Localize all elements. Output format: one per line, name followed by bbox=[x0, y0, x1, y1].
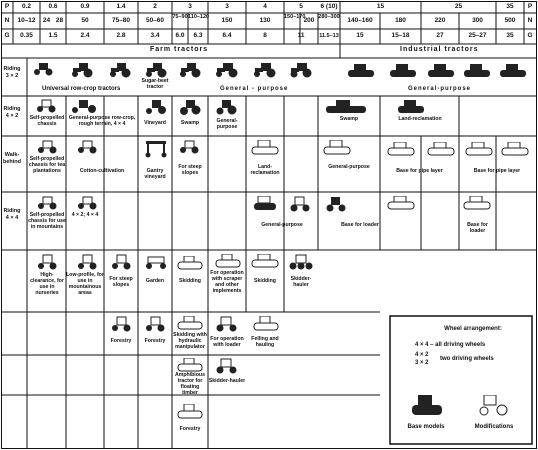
g-value: 35 bbox=[506, 32, 514, 39]
p-value: 15 bbox=[376, 3, 385, 10]
tractor-outline-icon bbox=[76, 140, 98, 154]
p-value: 3 bbox=[225, 3, 229, 10]
row-riding-4x4: Riding 4 × 4 bbox=[3, 208, 21, 221]
n-value: 500 bbox=[504, 17, 516, 24]
crawler-icon bbox=[462, 64, 492, 78]
crawler-icon bbox=[396, 100, 426, 114]
n-value: 200 bbox=[303, 17, 315, 24]
crawler-icon bbox=[498, 64, 528, 78]
g-value: 8 bbox=[263, 32, 267, 39]
four-by-four-label: 4 × 2; 4 × 4 bbox=[71, 212, 99, 218]
amphibious-icon bbox=[176, 358, 204, 372]
tractor-outline-icon bbox=[214, 358, 240, 374]
g-value: 15–18 bbox=[391, 32, 410, 39]
tractor-outline-icon bbox=[144, 256, 168, 270]
p-value: 0.9 bbox=[80, 3, 90, 10]
row-label-n: N bbox=[4, 17, 10, 24]
g-value: 25–27 bbox=[468, 32, 487, 39]
crawler-icon bbox=[426, 64, 456, 78]
crawler-outline-icon bbox=[500, 142, 530, 156]
gp-walk-label: General-purpose bbox=[328, 164, 370, 170]
n-value: 28 bbox=[55, 17, 64, 24]
legend-base-label: Base models bbox=[407, 424, 445, 430]
crawler-outline-icon bbox=[322, 140, 352, 156]
legend-base-icon bbox=[410, 395, 444, 417]
universal-header: Universal row-crop tractors bbox=[42, 86, 121, 92]
legend-title: Wheel arrangement: bbox=[444, 326, 502, 332]
crawler-outline-icon bbox=[250, 140, 280, 156]
n-value: 75–80 bbox=[111, 17, 131, 24]
tractor-icon bbox=[178, 62, 202, 78]
crawler-outline-icon bbox=[252, 316, 280, 332]
n-value: 180 bbox=[395, 17, 406, 24]
n-value: 140–160 bbox=[347, 17, 373, 24]
tractor-icon bbox=[32, 62, 54, 76]
skidding1-label: Skidding bbox=[179, 278, 201, 284]
n-value: 24 bbox=[42, 17, 51, 24]
crawler-icon bbox=[324, 100, 368, 114]
tractor-icon bbox=[252, 62, 278, 78]
tractor-outline-icon bbox=[178, 140, 200, 154]
n-value: 75–90 bbox=[172, 14, 188, 20]
tractor-outline-icon bbox=[110, 254, 132, 270]
general-purpose-industrial-header: General-purpose bbox=[408, 86, 472, 92]
skidding2-label: Skidding bbox=[254, 278, 276, 284]
crawler-outline-icon bbox=[176, 316, 204, 330]
crawler-outline-icon bbox=[176, 404, 204, 420]
tractor-icon bbox=[144, 99, 168, 115]
tractor-icon bbox=[214, 62, 240, 78]
g-value: 2.4 bbox=[80, 32, 90, 39]
crawler-icon bbox=[388, 64, 418, 78]
gp-row-crop-label: General-purpose row-crop, rough terrain, 4 × 4 bbox=[68, 115, 136, 127]
legend-line2b: 3 × 2 bbox=[415, 360, 429, 366]
swamp-label: Swamp bbox=[180, 120, 200, 126]
n-value: 130 bbox=[259, 17, 271, 24]
tractor-outline-icon bbox=[76, 196, 98, 210]
row-label-g: G bbox=[4, 32, 10, 39]
crawler-outline-icon bbox=[386, 196, 416, 210]
p-value: 0.2 bbox=[21, 3, 32, 10]
steep2-label: For steep slopes bbox=[109, 276, 133, 288]
n-value: 50–60 bbox=[145, 17, 165, 24]
gp-4x4-label: General-purpose bbox=[261, 222, 303, 228]
crawler-outline-icon bbox=[252, 196, 278, 212]
steep1-label: For steep slopes bbox=[178, 164, 202, 176]
n-value: 10–12 bbox=[17, 17, 36, 24]
legend-mod-label: Modifications bbox=[474, 424, 514, 430]
g-value: 15 bbox=[356, 32, 364, 39]
p-value: 4 bbox=[263, 3, 267, 10]
low-prof-label: Low-profile, for use in mountainous areas bbox=[66, 272, 104, 296]
skidder-hauler-label: Skidder-hauler bbox=[290, 276, 312, 288]
g-value: 2.8 bbox=[116, 32, 126, 39]
tractor-outline-icon bbox=[214, 316, 240, 332]
self-propelled-label: Self-propelled chassis bbox=[29, 115, 65, 127]
loader2-label: Base for loader bbox=[467, 222, 488, 234]
forestry1-label: Forestry bbox=[110, 338, 132, 344]
tractor-outline-icon bbox=[76, 254, 98, 270]
tractor-outline-icon bbox=[36, 196, 58, 210]
tractor-icon bbox=[70, 99, 100, 113]
crawler-outline-icon bbox=[250, 254, 280, 268]
p-value: 0.6 bbox=[48, 3, 58, 10]
n-value: 220 bbox=[434, 17, 446, 24]
row-riding-3x2: Riding 3 × 2 bbox=[3, 66, 21, 79]
land-recl2-label: Land-reclamation bbox=[250, 164, 280, 176]
vineyard-label: Vineyard bbox=[144, 120, 166, 126]
p-value: 3 bbox=[188, 3, 192, 10]
tractor-icon bbox=[108, 62, 132, 78]
crawler-outline-icon bbox=[426, 142, 456, 156]
p-value: 2 bbox=[153, 3, 157, 10]
tractor-icon bbox=[214, 99, 238, 115]
pipe1-label: Base for pipe layer bbox=[396, 168, 443, 174]
row-walk-behind: Walk-behind bbox=[2, 152, 22, 165]
high-clear-label: High-clearance, for use in nurseries bbox=[30, 272, 64, 296]
tractor-icon bbox=[324, 196, 348, 212]
p-value: 6 (10) bbox=[320, 3, 338, 10]
general-purpose-cell-label: General-purpose bbox=[216, 118, 238, 130]
gantry-label: Gantry vineyard bbox=[144, 168, 166, 180]
p-value: 25 bbox=[454, 3, 463, 10]
row-label-g-right: G bbox=[527, 32, 533, 39]
crawler-outline-icon bbox=[462, 196, 492, 210]
forestry3-label: Forestry bbox=[179, 426, 201, 432]
legend-line1: 4 × 4 – all driving wheels bbox=[415, 342, 486, 348]
g-value: 27 bbox=[436, 32, 444, 39]
crawler-outline-icon bbox=[386, 142, 416, 156]
p-value: 35 bbox=[506, 3, 514, 10]
tractor-outline-icon bbox=[35, 99, 57, 113]
farm-tractors-header: Farm tractors bbox=[150, 46, 209, 53]
land-recl-label: Land-reclamation bbox=[398, 116, 442, 122]
sp-tea-label: Self-propelled chassis for tea plantations bbox=[28, 156, 66, 174]
legend-line2a: 4 × 2 bbox=[415, 352, 429, 358]
amphibious-label: Amphibious tractor for floating timber bbox=[175, 372, 205, 396]
skidder-hauler2-label: Skidder-hauler bbox=[208, 378, 246, 384]
tractor-icon bbox=[178, 99, 202, 115]
garden-label: Garden bbox=[145, 278, 165, 284]
sp-mount-label: Self-propelled chassis for use in mountains bbox=[28, 212, 66, 230]
row-label-p-right: P bbox=[527, 3, 533, 10]
sugar-beet-label: Sugar-beet tractor bbox=[141, 78, 169, 90]
n-value: 110–120 bbox=[188, 14, 210, 20]
felling-label: Felling and hauling bbox=[251, 336, 279, 348]
g-value: 6.3 bbox=[193, 32, 203, 39]
swamp2-label: Swamp bbox=[339, 116, 359, 122]
g-value: 6.4 bbox=[222, 32, 232, 39]
cotton-label: Cotton-cultivation bbox=[79, 168, 125, 174]
n-value: 150 bbox=[221, 17, 233, 24]
g-value: 3.4 bbox=[150, 32, 160, 39]
tractor-icon bbox=[144, 62, 168, 78]
row-riding-4x2: Riding 4 × 2 bbox=[3, 106, 21, 119]
op-loader-label: For operation with loader bbox=[210, 336, 244, 348]
general-purpose-header: General - purpose bbox=[220, 86, 289, 92]
industrial-tractors-header: Industrial tractors bbox=[400, 46, 479, 53]
loader1-label: Base for loader bbox=[341, 222, 379, 228]
tractor-outline-icon bbox=[288, 196, 312, 212]
n-value: 280–300 bbox=[318, 14, 340, 20]
n-value: 300 bbox=[472, 17, 483, 24]
crawler-outline-icon bbox=[214, 254, 242, 268]
tractor-outline-icon bbox=[36, 140, 58, 154]
crawler-icon bbox=[346, 64, 376, 78]
tractor-icon bbox=[288, 62, 314, 78]
row-label-n-right: N bbox=[527, 17, 533, 24]
row-label-p: P bbox=[4, 3, 10, 10]
crawler-outline-icon bbox=[464, 142, 494, 156]
p-value: 5 bbox=[299, 3, 303, 10]
g-value: 6.0 bbox=[175, 32, 185, 39]
g-value: 11 bbox=[297, 32, 305, 39]
scraper-label: For operation with scraper and other implements bbox=[210, 270, 244, 294]
tractor-icon bbox=[70, 62, 94, 78]
tractor-outline-icon bbox=[110, 316, 132, 332]
tractor-outline-icon bbox=[288, 254, 314, 270]
g-value: 11.5–13 bbox=[319, 33, 339, 39]
g-value: 1.5 bbox=[48, 32, 58, 39]
g-value: 0.35 bbox=[20, 32, 33, 39]
legend-line2c: two driving wheels bbox=[440, 356, 494, 362]
pipe2-label: Base for pipe layer bbox=[473, 168, 521, 174]
skid-hydraulic-label: Skidding with hydraulic manipulator bbox=[173, 332, 207, 350]
n-value: 150–170 bbox=[284, 14, 306, 20]
p-value: 1.4 bbox=[116, 3, 126, 10]
gantry-icon bbox=[144, 140, 168, 158]
forestry2-label: Forestry bbox=[144, 338, 166, 344]
tractor-outline-icon bbox=[36, 254, 58, 270]
crawler-outline-icon bbox=[176, 256, 204, 270]
tractor-outline-icon bbox=[144, 316, 166, 332]
n-value: 50 bbox=[81, 17, 89, 24]
legend-mod-icon bbox=[476, 395, 510, 417]
